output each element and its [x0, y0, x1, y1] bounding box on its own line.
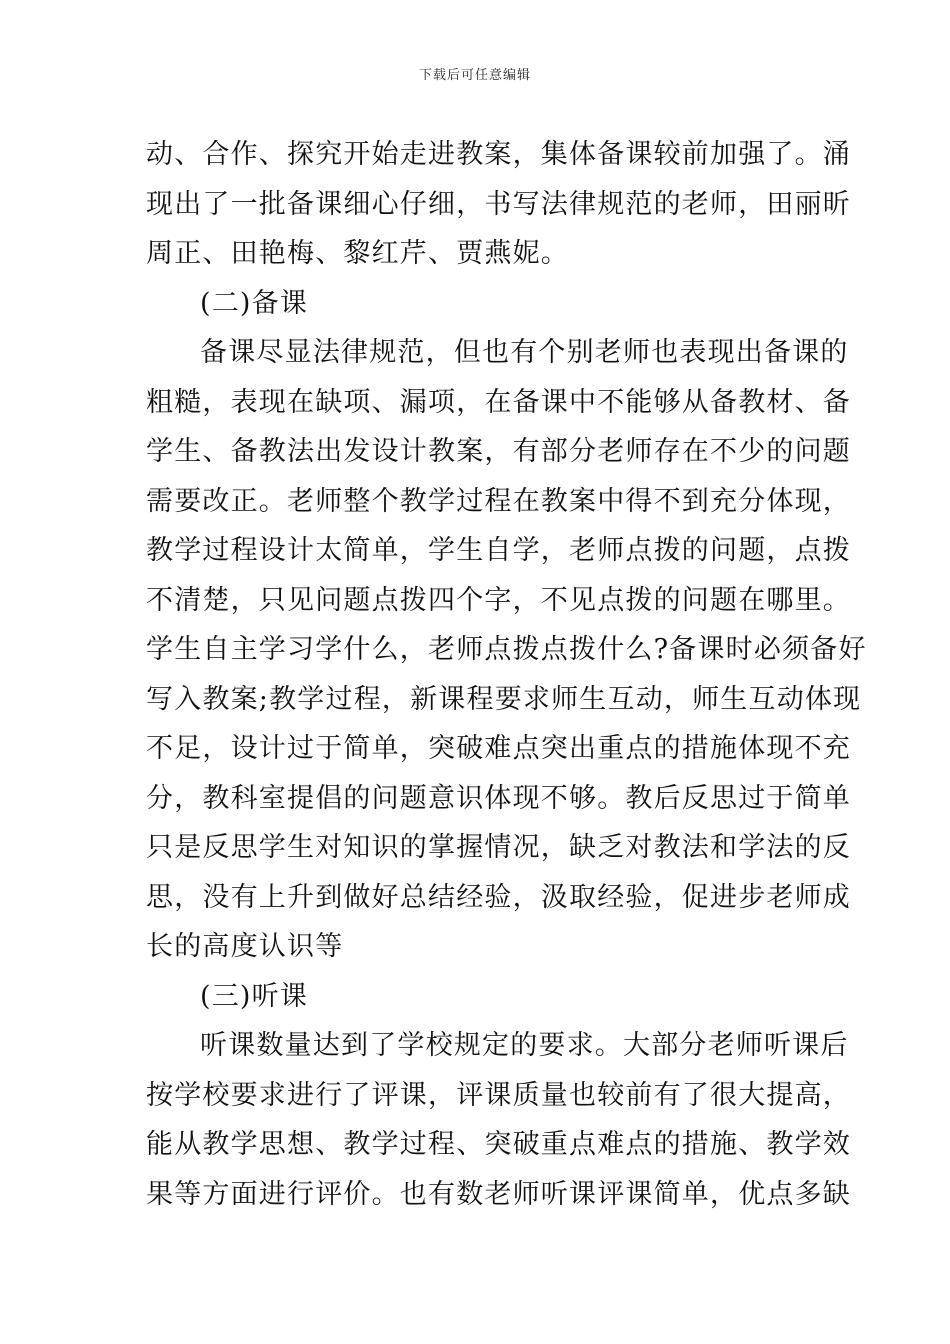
text-line: 不足，设计过于简单，突破难点突出重点的措施体现不充: [146, 733, 851, 764]
text-line: 分，教科室提倡的问题意识体现不够。教后反思过于简单: [146, 782, 851, 814]
section-heading: (二)备课: [200, 287, 309, 319]
text-line: 教学过程设计太简单，学生自学，老师点拨的问题，点拨: [146, 535, 851, 566]
text-line: 能从教学思想、教学过程、突破重点难点的措施、教学效: [146, 1129, 851, 1160]
text-line: 果等方面进行评价。也有数老师听课评课简单，优点多缺: [146, 1178, 851, 1210]
text-line: 备课尽显法律规范，但也有个别老师也表现出备课的: [200, 337, 849, 368]
text-line: 需要改正。老师整个教学过程在教案中得不到充分体现，: [146, 485, 851, 517]
page-header-note: 下载后可任意编辑: [418, 68, 531, 83]
text-line: 学生自主学习学什么，老师点拨点拨什么?备课时必须备好: [146, 634, 867, 665]
text-line: 按学校要求进行了评课，评课质量也较前有了很大提高，: [146, 1079, 851, 1111]
text-line: 长的高度认识等: [146, 931, 344, 962]
text-line: 不清楚，只见问题点拨四个字，不见点拨的问题在哪里。: [146, 584, 851, 616]
text-line: 只是反思学生对知识的掌握情况，缺乏对教法和学法的反: [146, 832, 851, 863]
text-line: 周正、田艳梅、黎红芹、贾燕妮。: [146, 238, 569, 269]
text-line: 现出了一批备课细心仔细，书写法律规范的老师，田丽昕: [146, 188, 851, 220]
text-line: 学生、备教法出发设计教案，有部分老师存在不少的问题: [146, 436, 851, 467]
document-body: [146, 130, 867, 1219]
text-line: 动、合作、探究开始走进教案，集体备课较前加强了。涌: [146, 139, 851, 170]
text-line: 思，没有上升到做好总结经验，汲取经验，促进步老师成: [146, 881, 851, 913]
text-line: 写入教案;教学过程，新课程要求师生互动，师生互动体现: [146, 683, 862, 715]
section-heading: (三)听课: [200, 980, 309, 1012]
text-line: 听课数量达到了学校规定的要求。大部分老师听课后: [200, 1030, 849, 1061]
text-line: 粗糙，表现在缺项、漏项，在备课中不能够从备教材、备: [146, 386, 851, 418]
